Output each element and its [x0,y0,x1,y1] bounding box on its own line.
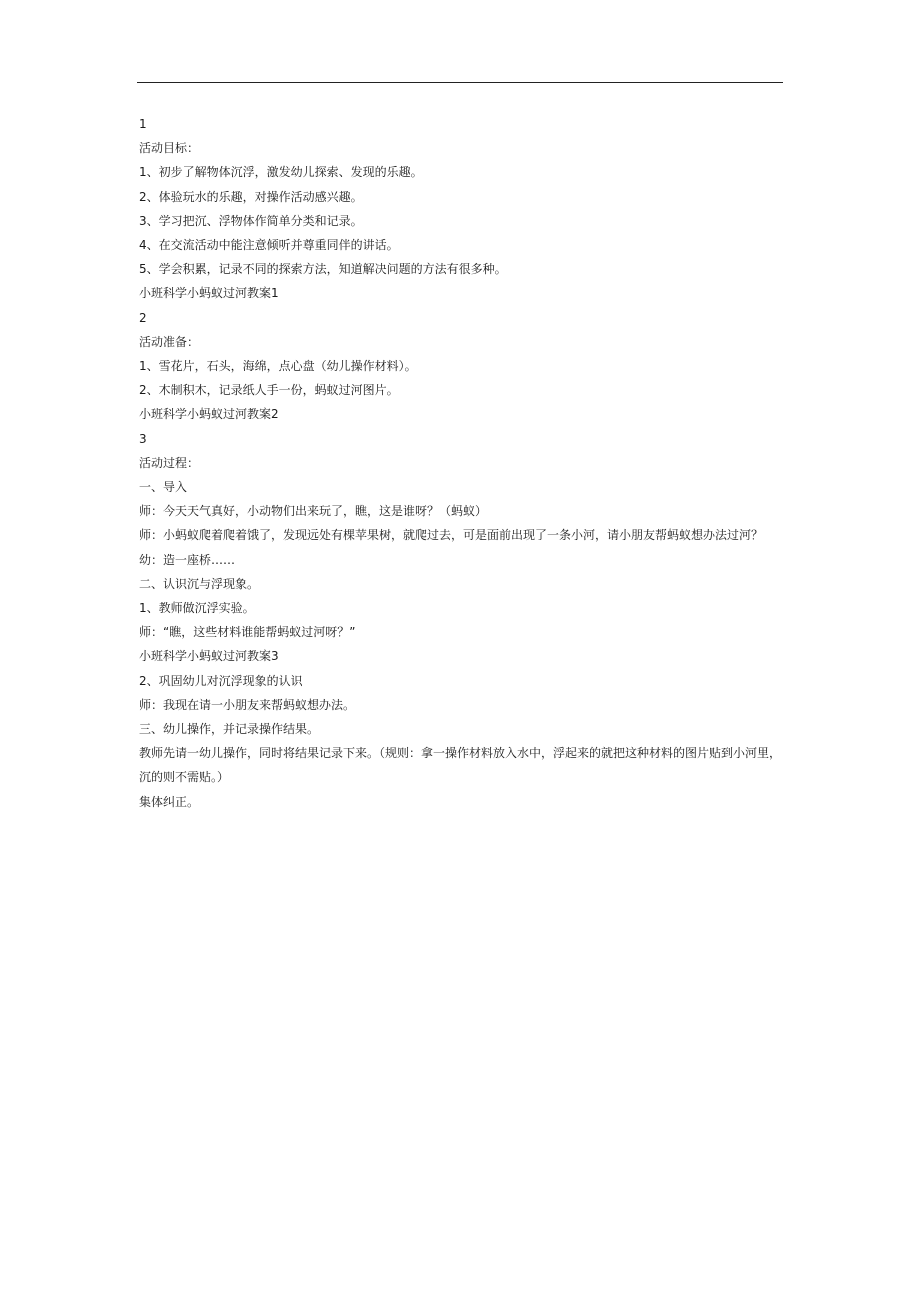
dialogue-line: 师：今天天气真好，小动物们出来玩了，瞧，这是谁呀？（蚂蚁） [139,504,488,519]
process-step-heading: 一、导入 [139,480,188,495]
document-body [139,112,789,814]
process-step-heading: 二、认识沉与浮现象。 [139,576,260,591]
goal-item: 5、学会积累，记录不同的探索方法，知道解决问题的方法有很多种。 [139,262,507,277]
section-heading: 活动目标： [139,141,200,156]
goal-item: 4、在交流活动中能注意倾听并尊重同伴的讲话。 [139,238,399,253]
process-substep: 2、巩固幼儿对沉浮现象的认识 [139,673,303,688]
preparation-item: 1、雪花片，石头，海绵，点心盘（幼儿操作材料）。 [139,359,417,374]
section-number: 2 [139,310,147,325]
lesson-plan-title: 小班科学小蚂蚁过河教案2 [139,407,279,422]
closing-line: 集体纠正。 [139,794,200,809]
instruction-paragraph: 教师先请一幼儿操作，同时将结果记录下来。（规则：拿一操作材料放入水中，浮起来的就把这种材料的图片贴到小河里，沉的则不需贴。） [139,746,782,785]
goal-item: 1、初步了解物体沉浮，激发幼儿探索、发现的乐趣。 [139,165,423,180]
preparation-item: 2、木制积木，记录纸人手一份，蚂蚁过河图片。 [139,383,399,398]
section-heading: 活动过程： [139,455,200,470]
process-step-heading: 三、幼儿操作，并记录操作结果。 [139,722,320,737]
dialogue-line: 师：我现在请一小朋友来帮蚂蚁想办法。 [139,697,356,712]
section-number: 1 [139,117,147,131]
goal-item: 2、体验玩水的乐趣，对操作活动感兴趣。 [139,189,363,204]
section-heading: 活动准备： [139,334,200,349]
process-substep: 1、教师做沉浮实验。 [139,601,255,616]
section-number: 3 [139,431,147,446]
header-rule [137,82,783,83]
goal-item: 3、学习把沉、浮物体作简单分类和记录。 [139,213,363,228]
dialogue-line: 师：小蚂蚁爬着爬着饿了，发现远处有棵苹果树，就爬过去，可是面前出现了一条小河，请小朋友帮蚂蚁想办法过河？ [139,528,764,543]
dialogue-line: 师：“瞧，这些材料谁能帮蚂蚁过河呀？” [139,625,356,640]
lesson-plan-title: 小班科学小蚂蚁过河教案1 [139,286,279,301]
dialogue-line: 幼：造一座桥…… [139,552,236,567]
lesson-plan-title: 小班科学小蚂蚁过河教案3 [139,649,279,664]
